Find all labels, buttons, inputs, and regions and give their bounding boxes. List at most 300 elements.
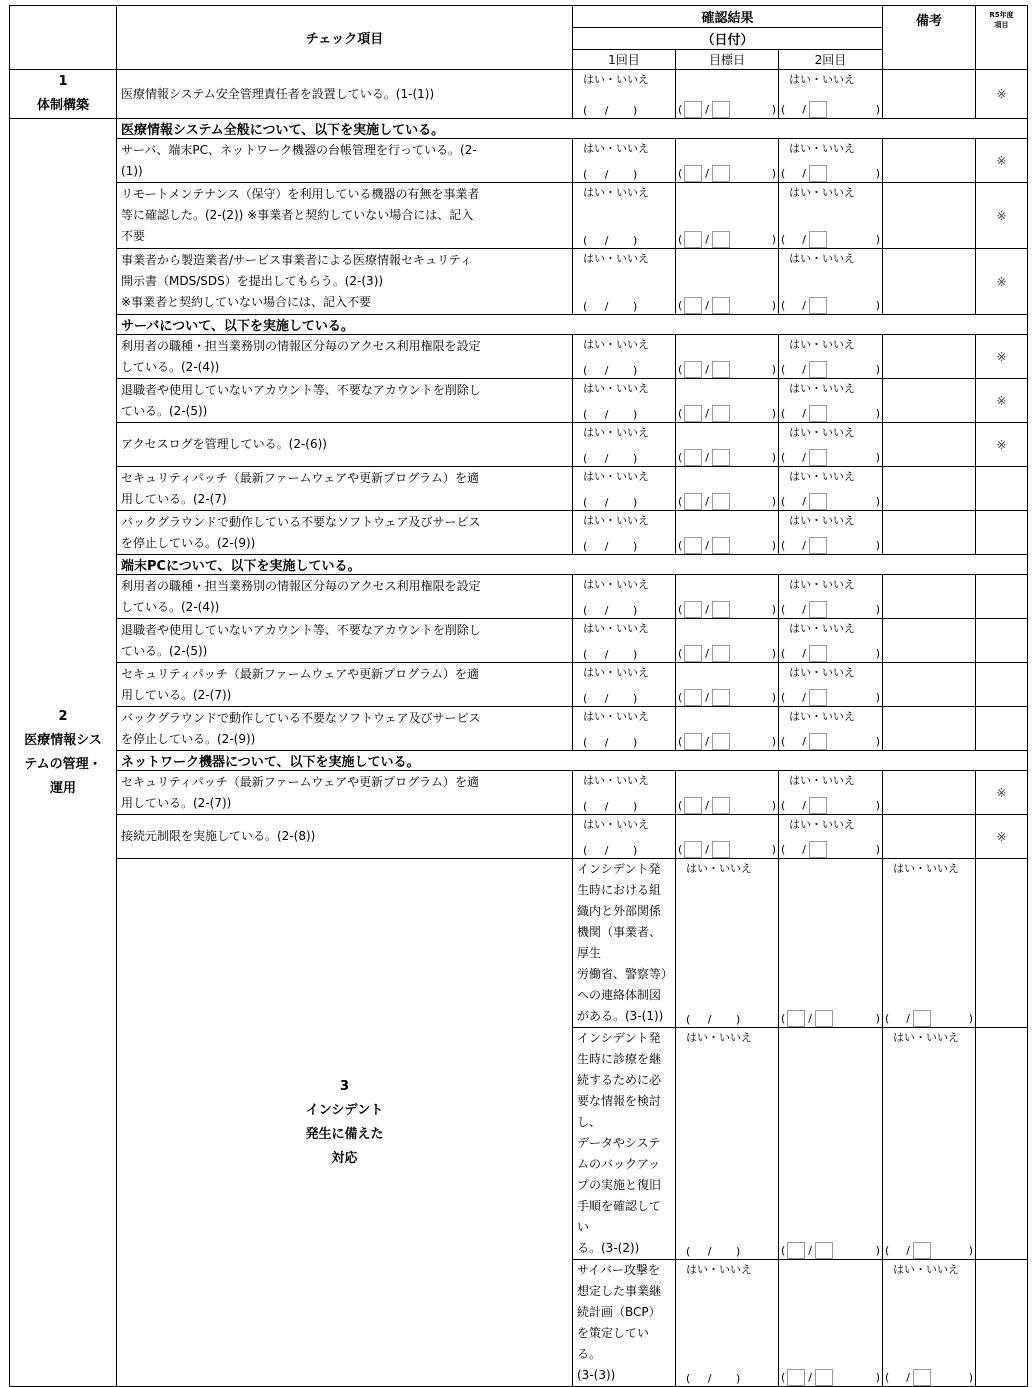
yes-no-choice[interactable]: はい・いいえ (789, 142, 855, 155)
day-box[interactable] (712, 689, 730, 706)
first-result-cell[interactable] (676, 1028, 779, 1260)
first-date[interactable]: ( / ) (583, 104, 638, 117)
day-box[interactable] (913, 1010, 931, 1027)
r5-mark (976, 663, 1028, 707)
second-result-cell[interactable] (883, 1260, 976, 1387)
second-result-cell[interactable] (779, 575, 883, 619)
remarks-cell[interactable] (976, 859, 1028, 1028)
r5-mark: ※ (976, 249, 1028, 315)
yes-no-choice[interactable]: はい・いいえ (583, 73, 649, 86)
second-result-cell[interactable] (883, 859, 976, 1028)
section-row (10, 315, 1028, 335)
slash: / (705, 298, 710, 312)
target-date-cell[interactable] (676, 139, 779, 183)
day-box[interactable] (712, 645, 730, 662)
date-input-group[interactable] (676, 404, 778, 422)
month-box[interactable] (684, 101, 702, 118)
date-input-group[interactable] (779, 296, 882, 314)
month-box[interactable] (787, 1010, 805, 1027)
slash: / (705, 450, 710, 464)
first-result-cell[interactable] (573, 815, 676, 859)
day-box[interactable] (913, 1242, 931, 1259)
day-box[interactable] (712, 493, 730, 510)
first-date[interactable]: ( / ) (583, 540, 638, 553)
date-input-group[interactable] (779, 732, 882, 750)
close-paren: ) (875, 298, 880, 312)
yes-no-choice[interactable]: はい・いいえ (583, 382, 649, 395)
section-row (10, 555, 1028, 575)
yes-no-choice[interactable]: はい・いいえ (789, 470, 855, 483)
month-box[interactable] (684, 797, 702, 814)
close-paren: ) (875, 538, 880, 552)
date-input-group[interactable] (676, 732, 778, 750)
month-box[interactable] (684, 297, 702, 314)
target-date-cell[interactable] (676, 815, 779, 859)
month-box[interactable] (684, 361, 702, 378)
second-result-cell[interactable] (779, 771, 883, 815)
first-result-cell[interactable] (573, 467, 676, 511)
first-result-cell[interactable] (573, 335, 676, 379)
target-date-cell[interactable] (676, 70, 779, 119)
first-date[interactable]: ( / ) (583, 648, 638, 661)
second-result-cell[interactable] (779, 139, 883, 183)
target-date-cell[interactable] (676, 663, 779, 707)
day-box[interactable] (809, 841, 827, 858)
day-box[interactable] (809, 493, 827, 510)
yes-no-choice[interactable]: はい・いいえ (686, 1263, 752, 1276)
month-box[interactable] (684, 601, 702, 618)
date-input-group[interactable] (779, 644, 882, 662)
day-box[interactable] (712, 537, 730, 554)
day-box[interactable] (809, 689, 827, 706)
close-paren: ) (875, 646, 880, 660)
day-box[interactable] (809, 361, 827, 378)
yes-no-choice[interactable]: はい・いいえ (789, 666, 855, 679)
day-box[interactable] (809, 733, 827, 750)
yes-no-choice[interactable]: はい・いいえ (789, 514, 855, 527)
slash: / (802, 734, 807, 748)
close-paren: ) (771, 842, 776, 856)
day-box[interactable] (712, 405, 730, 422)
item-text: サイバー攻撃を想定した事業継続計画（BCP）を策定している。 (3-(3)) (573, 1260, 676, 1387)
yes-no-choice[interactable]: はい・いいえ (583, 252, 649, 265)
second-result-cell[interactable] (779, 335, 883, 379)
target-date-cell[interactable] (676, 467, 779, 511)
yes-no-choice[interactable]: はい・いいえ (686, 1031, 752, 1044)
month-box[interactable] (684, 493, 702, 510)
target-date-cell[interactable] (676, 423, 779, 467)
item-row (10, 707, 1028, 751)
yes-no-choice[interactable]: はい・いいえ (583, 774, 649, 787)
item-row (10, 619, 1028, 663)
remarks-cell[interactable] (883, 139, 976, 183)
open-paren: ( (678, 842, 683, 856)
date-input-group[interactable] (883, 1241, 975, 1259)
date-input-group[interactable] (779, 1009, 882, 1027)
target-date-cell[interactable] (676, 771, 779, 815)
day-box[interactable] (809, 231, 827, 248)
open-paren: ( (781, 1011, 786, 1025)
item-text: セキュリティパッチ（最新ファームウェアや更新プログラム）を適 用している。(2-(7) (117, 467, 573, 511)
date-input-group[interactable] (676, 448, 778, 466)
yes-no-choice[interactable]: はい・いいえ (583, 426, 649, 439)
date-input-group[interactable] (676, 100, 778, 118)
second-result-cell[interactable] (779, 707, 883, 751)
slash: / (802, 450, 807, 464)
date-input-group[interactable] (779, 448, 882, 466)
yes-no-choice[interactable]: はい・いいえ (789, 252, 855, 265)
open-paren: ( (781, 646, 786, 660)
second-result-cell[interactable] (779, 511, 883, 555)
date-input-group[interactable] (779, 164, 882, 182)
yes-no-choice[interactable]: はい・いいえ (789, 818, 855, 831)
yes-no-choice[interactable]: はい・いいえ (789, 710, 855, 723)
category-name: 体制構築 (36, 98, 89, 113)
month-box[interactable] (684, 733, 702, 750)
date-input-group[interactable] (676, 644, 778, 662)
first-date[interactable]: ( / ) (583, 692, 638, 705)
day-box[interactable] (712, 601, 730, 618)
month-box[interactable] (787, 1369, 805, 1386)
slash: / (802, 166, 807, 180)
open-paren: ( (781, 406, 786, 420)
first-result-cell[interactable] (573, 619, 676, 663)
close-paren: ) (875, 450, 880, 464)
r5-mark (976, 467, 1028, 511)
remarks-cell[interactable] (883, 575, 976, 619)
slash: / (705, 690, 710, 704)
remarks-cell[interactable] (883, 379, 976, 423)
day-box[interactable] (712, 361, 730, 378)
day-box[interactable] (815, 1010, 833, 1027)
yes-no-choice[interactable]: はい・いいえ (583, 142, 649, 155)
yes-no-choice[interactable]: はい・いいえ (789, 622, 855, 635)
day-box[interactable] (815, 1369, 833, 1386)
checklist-table (9, 5, 1028, 1387)
second-result-cell[interactable] (779, 183, 883, 249)
month-box[interactable] (684, 165, 702, 182)
target-date-cell[interactable] (676, 707, 779, 751)
target-date-cell[interactable] (676, 249, 779, 315)
close-paren: ) (875, 362, 880, 376)
day-box[interactable] (809, 165, 827, 182)
yes-no-choice[interactable]: はい・いいえ (893, 1263, 959, 1276)
slash: / (705, 602, 710, 616)
yes-no-choice[interactable]: はい・いいえ (583, 186, 649, 199)
date-input-group[interactable] (779, 1368, 882, 1386)
open-paren: ( (678, 538, 683, 552)
remarks-cell[interactable] (883, 815, 976, 859)
first-result-cell[interactable] (676, 859, 779, 1028)
date-input-group[interactable] (676, 230, 778, 248)
yes-no-choice[interactable]: はい・いいえ (583, 818, 649, 831)
first-result-cell[interactable] (573, 70, 676, 119)
yes-no-choice[interactable]: はい・いいえ (583, 710, 649, 723)
r5-mark (976, 707, 1028, 751)
date-input-group[interactable] (883, 1368, 975, 1386)
yes-no-choice[interactable]: はい・いいえ (789, 382, 855, 395)
yes-no-choice[interactable]: はい・いいえ (686, 862, 752, 875)
day-box[interactable] (712, 231, 730, 248)
month-box[interactable] (684, 537, 702, 554)
date-input-group[interactable] (676, 796, 778, 814)
second-result-cell[interactable] (779, 379, 883, 423)
close-paren: ) (968, 1243, 973, 1257)
first-result-cell[interactable] (573, 139, 676, 183)
r5-mark: ※ (976, 70, 1028, 119)
item-text: バックグラウンドで動作している不要なソフトウェア及びサービス を停止している。(2-(9)) (117, 707, 573, 751)
first-result-cell[interactable] (573, 423, 676, 467)
date-input-group[interactable] (779, 600, 882, 618)
first-result-cell[interactable] (573, 511, 676, 555)
first-date[interactable]: ( / ) (686, 1245, 741, 1258)
date-input-group[interactable] (779, 360, 882, 378)
first-result-cell[interactable] (573, 183, 676, 249)
target-date-cell[interactable] (779, 1028, 883, 1260)
category-number: 3 (339, 1078, 350, 1094)
remarks-cell[interactable] (883, 619, 976, 663)
item-row (10, 771, 1028, 815)
second-result-cell[interactable] (779, 619, 883, 663)
open-paren: ( (781, 450, 786, 464)
day-box[interactable] (712, 165, 730, 182)
target-date-cell[interactable] (676, 183, 779, 249)
section-row (10, 751, 1028, 771)
first-date[interactable]: ( / ) (583, 408, 638, 421)
first-date[interactable]: ( / ) (686, 1013, 741, 1026)
first-date[interactable]: ( / ) (583, 496, 638, 509)
date-input-group[interactable] (779, 404, 882, 422)
open-paren: ( (781, 494, 786, 508)
slash: / (705, 842, 710, 856)
target-date-cell[interactable] (779, 859, 883, 1028)
close-paren: ) (875, 232, 880, 246)
date-input-group[interactable] (676, 536, 778, 554)
header-results: 確認結果 (573, 6, 883, 28)
target-date-cell[interactable] (676, 619, 779, 663)
yes-no-choice[interactable]: はい・いいえ (789, 426, 855, 439)
item-text: 退職者や使用していないアカウント等、不要なアカウントを削除し ている。(2-(5)) (117, 619, 573, 663)
item-row (10, 335, 1028, 379)
r5-mark: ※ (976, 423, 1028, 467)
close-paren: ) (771, 538, 776, 552)
target-date-cell[interactable] (676, 379, 779, 423)
yes-no-choice[interactable]: はい・いいえ (583, 514, 649, 527)
day-box[interactable] (809, 537, 827, 554)
item-text: 事業者から製造業者/サービス事業者による医療情報セキュリティ 開示書（MDS/SDS）を提出してもらう。(2-(3)) ※事業者と契約していない場合には、記入不要 (117, 249, 573, 315)
day-box[interactable] (809, 601, 827, 618)
close-paren: ) (771, 494, 776, 508)
open-paren: ( (781, 538, 786, 552)
second-result-cell[interactable] (779, 423, 883, 467)
first-result-cell[interactable] (676, 1260, 779, 1387)
header-r5: R5年度 項目 (976, 6, 1028, 70)
second-result-cell[interactable] (779, 815, 883, 859)
date-input-group[interactable] (779, 840, 882, 858)
first-date[interactable]: ( / ) (583, 736, 638, 749)
second-result-cell[interactable] (779, 663, 883, 707)
slash: / (802, 406, 807, 420)
first-result-cell[interactable] (573, 771, 676, 815)
day-box[interactable] (913, 1369, 931, 1386)
r5-mark: ※ (976, 183, 1028, 249)
first-date[interactable]: ( / ) (583, 168, 638, 181)
header-first: 1回目 (573, 50, 676, 70)
month-box[interactable] (684, 689, 702, 706)
first-date[interactable]: ( / ) (686, 1372, 741, 1385)
first-date[interactable]: ( / ) (583, 452, 638, 465)
first-date[interactable]: ( / ) (583, 604, 638, 617)
item-text: バックグラウンドで動作している不要なソフトウェア及びサービス を停止している。(2-(9)) (117, 511, 573, 555)
date-input-group[interactable] (676, 600, 778, 618)
date-input-group[interactable] (779, 688, 882, 706)
month-box[interactable] (684, 405, 702, 422)
first-date[interactable]: ( / ) (583, 800, 638, 813)
slash: / (802, 538, 807, 552)
month-box[interactable] (684, 645, 702, 662)
date-input-group[interactable] (676, 492, 778, 510)
remarks-cell[interactable] (883, 511, 976, 555)
yes-no-choice[interactable]: はい・いいえ (583, 622, 649, 635)
remarks-cell[interactable] (883, 663, 976, 707)
close-paren: ) (968, 1011, 973, 1025)
slash: / (802, 298, 807, 312)
target-date-cell[interactable] (676, 511, 779, 555)
month-box[interactable] (787, 1242, 805, 1259)
remarks-cell[interactable] (883, 467, 976, 511)
item-text: 利用者の職種・担当業務別の情報区分毎のアクセス利用権限を設定 している。(2-(4)) (117, 335, 573, 379)
day-box[interactable] (809, 797, 827, 814)
day-box[interactable] (712, 101, 730, 118)
yes-no-choice[interactable]: はい・いいえ (893, 1031, 959, 1044)
yes-no-choice[interactable]: はい・いいえ (583, 338, 649, 351)
yes-no-choice[interactable]: はい・いいえ (583, 578, 649, 591)
yes-no-choice[interactable]: はい・いいえ (583, 666, 649, 679)
item-text: サーバ、端末PC、ネットワーク機器の台帳管理を行っている。(2- (1)) (117, 139, 573, 183)
day-box[interactable] (809, 297, 827, 314)
day-box[interactable] (712, 797, 730, 814)
yes-no-choice[interactable]: はい・いいえ (789, 186, 855, 199)
remarks-cell[interactable] (976, 1028, 1028, 1260)
open-paren: ( (678, 798, 683, 812)
first-date[interactable]: ( / ) (583, 300, 638, 313)
day-box[interactable] (712, 297, 730, 314)
item-text: 接続元制限を実施している。(2-(8)) (117, 815, 573, 859)
date-input-group[interactable] (676, 296, 778, 314)
remarks-cell[interactable] (883, 249, 976, 315)
close-paren: ) (771, 232, 776, 246)
day-box[interactable] (712, 449, 730, 466)
month-box[interactable] (684, 449, 702, 466)
date-input-group[interactable] (676, 164, 778, 182)
item-row (10, 379, 1028, 423)
first-date[interactable]: ( / ) (583, 234, 638, 247)
day-box[interactable] (815, 1242, 833, 1259)
date-input-group[interactable] (676, 360, 778, 378)
open-paren: ( (678, 494, 683, 508)
month-box[interactable] (684, 231, 702, 248)
date-input-group[interactable] (779, 100, 882, 118)
first-result-cell[interactable] (573, 707, 676, 751)
yes-no-choice[interactable]: はい・いいえ (789, 774, 855, 787)
month-box[interactable] (684, 841, 702, 858)
item-row (10, 183, 1028, 249)
yes-no-choice[interactable]: はい・いいえ (789, 338, 855, 351)
remarks-cell[interactable] (883, 423, 976, 467)
day-box[interactable] (809, 645, 827, 662)
r5-mark: ※ (976, 771, 1028, 815)
first-result-cell[interactable] (573, 249, 676, 315)
date-input-group[interactable] (779, 796, 882, 814)
yes-no-choice[interactable]: はい・いいえ (583, 470, 649, 483)
second-result-cell[interactable] (779, 467, 883, 511)
date-input-group[interactable] (676, 688, 778, 706)
first-result-cell[interactable] (573, 379, 676, 423)
category-cell (10, 119, 117, 1387)
first-date[interactable]: ( / ) (583, 844, 638, 857)
second-result-cell[interactable] (779, 249, 883, 315)
date-input-group[interactable] (779, 536, 882, 554)
second-result-cell[interactable] (779, 70, 883, 119)
target-date-cell[interactable] (676, 575, 779, 619)
close-paren: ) (771, 646, 776, 660)
yes-no-choice[interactable]: はい・いいえ (789, 73, 855, 86)
item-text: セキュリティパッチ（最新ファームウェアや更新プログラム）を適 用している。(2-(7)) (117, 771, 573, 815)
date-input-group[interactable] (779, 230, 882, 248)
date-input-group[interactable] (779, 1241, 882, 1259)
first-result-cell[interactable] (573, 663, 676, 707)
close-paren: ) (875, 1243, 880, 1257)
slash: / (705, 166, 710, 180)
remarks-cell[interactable] (883, 183, 976, 249)
item-text: セキュリティパッチ（最新ファームウェアや更新プログラム）を適 用している。(2-(7)) (117, 663, 573, 707)
slash: / (705, 734, 710, 748)
remarks-cell[interactable] (883, 771, 976, 815)
yes-no-choice[interactable]: はい・いいえ (789, 578, 855, 591)
remarks-cell[interactable] (883, 707, 976, 751)
target-date-cell[interactable] (779, 1260, 883, 1387)
open-paren: ( (781, 362, 786, 376)
remarks-cell[interactable] (976, 1260, 1028, 1387)
slash: / (808, 1011, 813, 1025)
yes-no-choice[interactable]: はい・いいえ (893, 862, 959, 875)
date-input-group[interactable] (676, 840, 778, 858)
day-box[interactable] (712, 841, 730, 858)
item-row (10, 859, 1028, 1028)
close-paren: ) (771, 362, 776, 376)
first-date[interactable]: ( / ) (583, 364, 638, 377)
slash: / (705, 494, 710, 508)
date-input-group[interactable] (883, 1009, 975, 1027)
slash: / (906, 1243, 911, 1257)
close-paren: ) (875, 842, 880, 856)
header-remarks: 備考 (883, 6, 976, 70)
date-input-group[interactable] (779, 492, 882, 510)
day-box[interactable] (712, 733, 730, 750)
item-text: リモートメンテナンス（保守）を利用している機器の有無を事業者 等に確認した。(2-(2)) ※事業者と契約していない場合には、記入 不要 (117, 183, 573, 249)
day-box[interactable] (809, 405, 827, 422)
remarks-cell[interactable] (883, 70, 976, 119)
r5-mark (976, 619, 1028, 663)
slash: / (802, 232, 807, 246)
target-date-cell[interactable] (676, 335, 779, 379)
day-box[interactable] (809, 101, 827, 118)
item-text: 退職者や使用していないアカウント等、不要なアカウントを削除し ている。(2-(5)) (117, 379, 573, 423)
remarks-cell[interactable] (883, 335, 976, 379)
first-result-cell[interactable] (573, 575, 676, 619)
second-result-cell[interactable] (883, 1028, 976, 1260)
day-box[interactable] (809, 449, 827, 466)
